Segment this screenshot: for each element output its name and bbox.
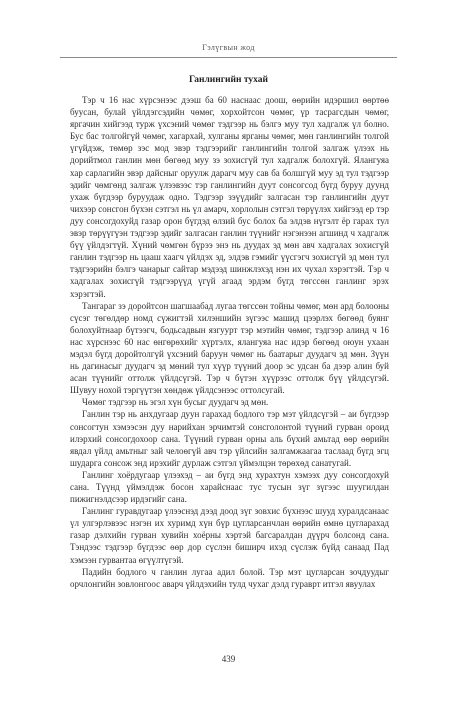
paragraph: Чөмөг тэдгээр нь эгэл хүн бусыг дуудагч эд мөн. xyxy=(82,397,269,408)
body-text xyxy=(70,94,389,590)
paragraph: Падийн бодлого ч ганлин лугаа адил болой. Тэр мэт цугларсан зочдуудыг орчлонгийн зовлонгоос аварч үйлдэхийн тулд чухаг дэлд гураврт итгэл явуулах xyxy=(70,566,389,589)
paragraph: Ганлин тэр нь анхдугаар дуун гарахад бодлого тэр мэт үйлдсүгэй – аи бүгдээр сонсогтун хэмээсэн дуу нарийхан эрчимтэй сонсголонтой түүний гурван ороид илэрхий сонсогдохоор сана. Түүний гурван орны аль бүхий амьтад өөр өөрийн явдал үйлд амьтныг зай челоөгүй авч тэр үйлсийн залгамжаагаа таслаад бүгд эгц шударга сонсож энд ирэхийг дурлаж сэтгэл үймэлцэн төрөхөд санатугай. xyxy=(70,409,389,468)
paragraph: Ганлинг гуравдугаар үлээснэд дээд доод зүг зовхис бүхнээс шууд хуралдсанаас үл улгэрлэвээс нэгэн их хуримд хүн бүр цугларсанчлан өөрийн өмнө цугларахад газар дэлхийн гурван хувийн хоёрны хэртэй багсаралдан дүүрч болсонд сана. Тэндээс тэдгээр бүгдээс өөр дор сүслэн биширч ихэд сүслэж бүйд санаад Пад хэмээн гурвантаа өгүүлтүгэй. xyxy=(70,506,389,565)
paragraph: Тэр ч 16 нас хүрсэнээс дээш ба 60 наснаас доош, өөрийн идэршил өөртөө буусан, булай үйлдэгсэдийн чөмөг, хорхойтсон чөмөг, үр тасрагсдын чөмөг, яргачин хийгээд турж үхсэний чөмөг тэдгээр нь бэлгэ муу тул хадгалж үл болно. Бус бас толгойгүй чөмөг, хагархай, хулганы ярганы чөмөг, мөн ганлингийн толгой үгүйдэж, төмөр зэс мод эвэр тэдгээрийг ганлингийн толгой залгаж үлээх нь дорийтмол ганлин мөн бөгөөд муу зэ зохисгүй тул хадгалж болохгүй. Ялангуяа хар сарлагийн эвэр дайсныг оруулж дарагч муу сав ба болшгүй муу эд тул тэдгээр эдийг чөмгөнд залгаж үлээвээс тэр ганлингийн дуут сонсогсод бүгд буруу дуунд ухаж бүгдээр буруудаж одно. Тэдгээр зэүүдийг залгасан тэр ганлингийн дуут чихээр сонсгон бүхэн сэтгэл нь үл амарч, хорлолын сэтгэл төрүүлэх хийгээд ер тэр дуу сонсогдохуйд газар орон бүгдэд өлзий бус болох ба элдэв нүгэлт ёр гарах тул эвэр төрүүгүэн тэдгээр эдийг залгасан ганлин түүнийг нэгэнээн агшинд ч хадгалж бүү үйлдэгтүй. Хүний чөмгөн бүрээ энэ нь дуудах эд мөн авч хадгалах зохисгүй ганлин тэдгээр нь цааш хаагч үйлдэх эд, элдэв гэмийг үүсгэгч зохисгүй эд мөн тул тэдгээрийн бэлгэ чанарыг сайтар мэдээд шинжлэхэд нэн их чухал хэрэгтэй. Тэр ч хадгалах зохисгүй тэдгээрүүд үгүй агаад эрдэм бүгд төгссөн ганлинг эрэх хэрэгтэй. xyxy=(70,95,389,299)
page-number: 439 xyxy=(221,654,236,664)
running-head: Гэлүгвын жод xyxy=(202,43,255,52)
paragraph: Ганлинг хоёрдугаар үлээхэд – аи бүгд энд хурахтун хэмээх дуу сонсогдохуй сана. Түүнд үймэлдэж босон харайснаас тус тусын зүг зүгээс шуугилдан пижигнэлдсээр ирдэгийг сана. xyxy=(70,469,389,505)
header-rule xyxy=(60,57,397,58)
paragraph: Тангараг зэ доройтсон шагшаабад лугаа төгссөн тойны чөмөг, мөн ард болооны сүсэг төгөлдөр номд сүжигтэй хилэншийн зүгээс машид цээрлэх бөгөөд буянг болохуйтнаар бүтээгч, бодьсадвын язгуурт тэр мэтийн чөмөг, тэдгээр алинд ч 16 нас хүрснээс 60 нас өнгөрөхийг хүртэлх, ялангуяа нас идэр бөгөөд оюун ухаан мэдэл бүгд доройтолгүй үхсэний баруун чөмөг нь баатарыг дуудагч эд мөн. Зүүн нь дагинасыг дуудагч эд мөний тул хүүр түүний доор эс удсан ба дээр алин буй асан түүнийг оттолж үйлдсүгэй. Тэр ч бүтэн хүүрээс оттолж бүү үйлдсүгэй. Шувуу нохой тэргүүтэн хөндөж үйлдсэнээс оттолсугай. xyxy=(70,300,389,396)
chapter-title: Ганлингийн тухай xyxy=(189,75,268,85)
